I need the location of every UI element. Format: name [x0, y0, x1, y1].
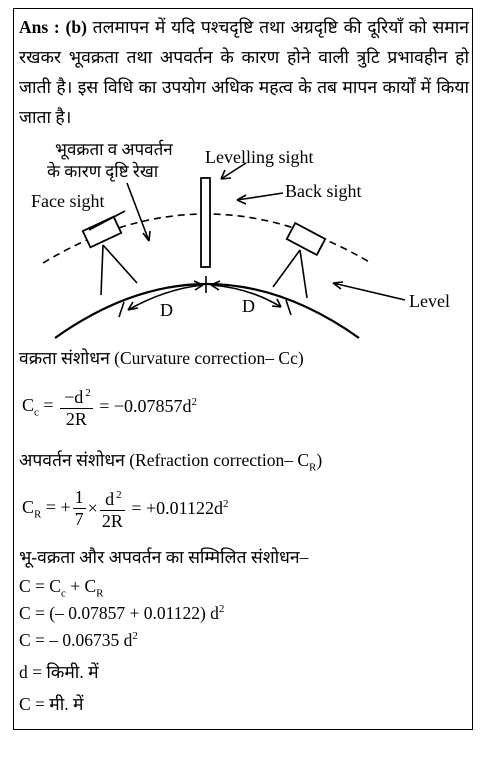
back-sight-label: Back sight	[285, 181, 362, 201]
combined-line-5: C = मी. में	[19, 694, 84, 714]
face-sight-label: Face sight	[31, 191, 105, 211]
answer-paragraph	[19, 12, 469, 132]
levelling-sight-label: Levelling sight	[205, 147, 314, 167]
hindi-label-line2: के कारण दृष्टि रेखा	[47, 162, 159, 181]
curvature-heading: वक्रता संशोधन (Curvature correction– Cc)	[19, 348, 304, 368]
combined-line-2: C = (– 0.07857 + 0.01122) $d^2$	[19, 603, 225, 623]
refraction-rhs: = $+0.01122d^2$	[131, 498, 229, 518]
level-label: Level	[409, 291, 450, 311]
curvature-fraction: $\frac{-d ^2}{2R}$	[60, 383, 93, 430]
earth-surface-arc-right	[45, 272, 387, 339]
distance-label-left: D	[160, 300, 173, 320]
curvature-rhs: = $-0.07857d^2$	[99, 396, 198, 416]
levelling-diagram	[15, 135, 471, 340]
answer-label: Ans :	[19, 17, 60, 37]
answer-option: (b)	[65, 17, 87, 37]
refraction-equation	[22, 485, 228, 532]
combined-heading: भू-वक्रता और अपवर्तन का सम्मिलित संशोधन–	[19, 547, 309, 567]
hindi-label-line1: भूवक्रता व अपवर्तन	[55, 140, 173, 159]
distance-label-right: D	[242, 296, 255, 316]
combined-line-4: d = किमी. में	[19, 662, 99, 682]
refraction-fraction-2: $\frac{d ^2}{2R}$	[100, 485, 125, 532]
times-sign: ×	[87, 498, 98, 518]
curvature-lhs: $C_c$ =	[22, 394, 59, 419]
answer-text: तलमापन में यदि पश्चदृष्टि तथा अग्रदृष्टि की दूरियाँ को समान रखकर भूवक्रता तथा अपवर्तन के कारण होने वाली त्रुटि प्रभावहीन हो जाती है। इस विधि का उपयोग अधिक महत्व के तब मापन कार्यों में किया जाता है।	[19, 17, 469, 127]
combined-line-3: C = – 0.06735 $d^2$	[19, 630, 138, 650]
refraction-heading: अपवर्तन संशोधन (Refraction correction– $C_R$)	[19, 450, 323, 474]
levelling-staff	[201, 178, 210, 267]
refraction-lhs: $C_R$ = +	[22, 496, 71, 521]
curvature-equation	[22, 383, 197, 430]
refraction-fraction-1: $\frac{1}{7}$	[74, 487, 84, 529]
combined-line-1: $C = C_c + C_R$	[19, 576, 104, 600]
back-sight-instrument	[273, 223, 325, 298]
